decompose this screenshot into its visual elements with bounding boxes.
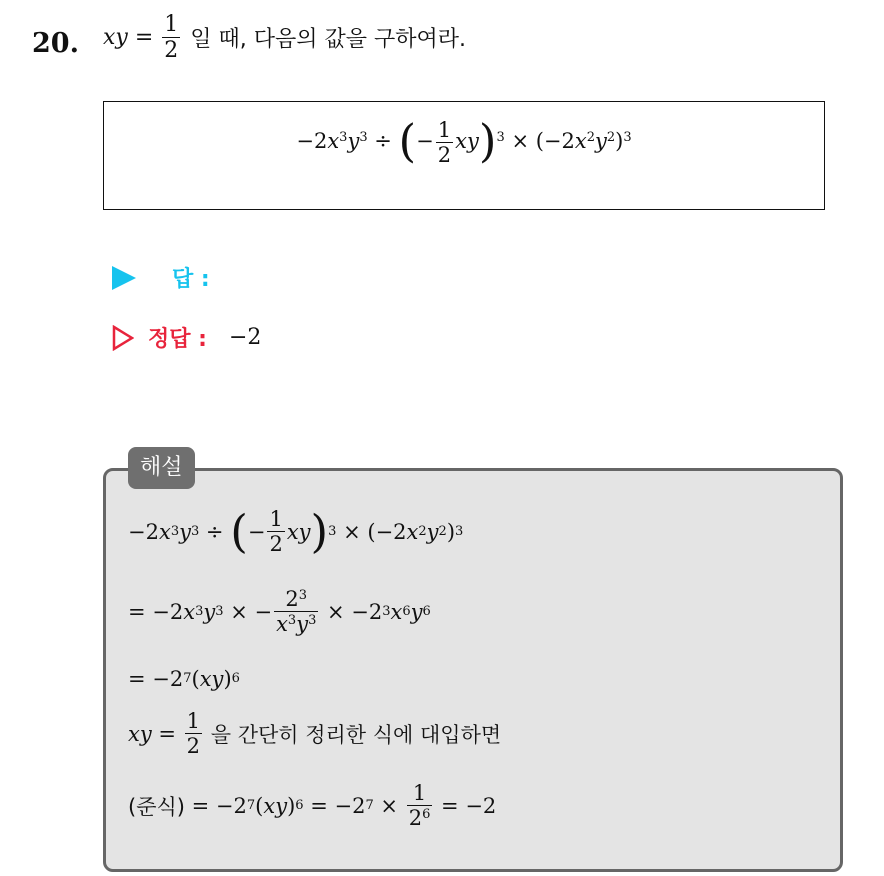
correct-answer-value: −2 (228, 325, 262, 350)
expression-box (103, 101, 825, 210)
outline-triangle-icon (112, 325, 134, 351)
play-triangle-icon (112, 266, 136, 290)
solution-line-4: xy = $\frac{1}{2}$ 을 간단히 정리한 식에 대입하면 (128, 709, 502, 759)
condition-fraction: $\frac{1}{2}$ (164, 12, 179, 64)
solution-line-3: = −2 7 ( xy ) 6 (128, 667, 240, 691)
solution-box (103, 468, 843, 872)
solution-tab: 해설 (128, 447, 195, 489)
correct-answer-label: 정답 : (148, 327, 207, 352)
solution-result: −2 (465, 793, 497, 818)
question-text (103, 12, 466, 64)
condition-lhs: xy = (103, 25, 154, 51)
answer-label: 답 : (172, 267, 210, 292)
question-sentence: 일 때, 다음의 값을 구하여라. (190, 27, 467, 53)
solution-line-5: (준식) = −2 7 ( xy ) 6 = −2 7 × $\frac{1}{2^6}$ = −2 (128, 781, 497, 831)
substitute-text: 을 간단히 정리한 식에 대입하면 (210, 722, 502, 747)
solution-line-1: −2 x 3 y 3 ÷ ( − $\frac{1}{2}$ xy ) 3 × (−2 x 2 y 2 ) 3 (128, 504, 464, 558)
question-number: 20. (32, 28, 79, 59)
expression: $-2x^3y^3$ ÷ (− $\frac{1}{2}$ $xy)^3 \times (-2x^2y^2)^3$ (296, 114, 632, 168)
solution-line-2: = −2 x 3 y 3 × − $\frac{2^3}{x^3y^3}$ × −2 3 x 6 y 6 (128, 587, 431, 637)
paren-label: (준식) (128, 794, 185, 819)
answer-row (112, 262, 330, 293)
correct-answer-row (112, 322, 261, 353)
